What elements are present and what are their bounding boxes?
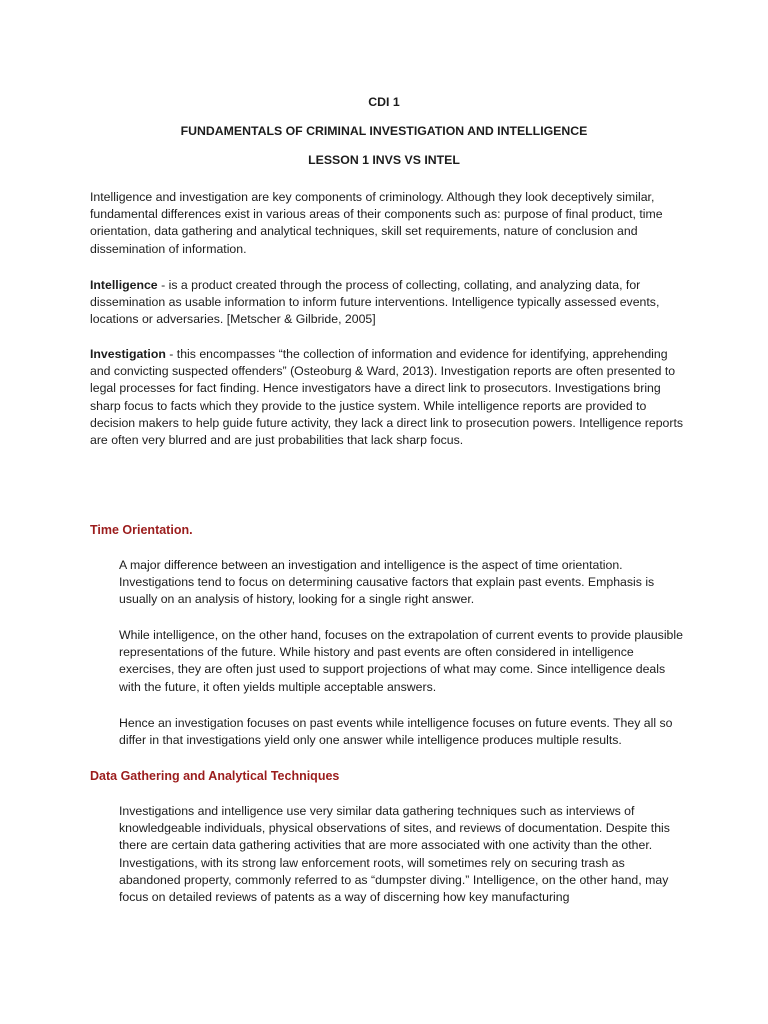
intelligence-term: Intelligence: [90, 278, 158, 292]
investigation-term: Investigation: [90, 347, 166, 361]
investigation-text: - this encompasses “the collection of information and evidence for identifying, apprehending and convicting suspected offenders” (Osteoburg & Ward, 2013). Investigation reports are often presented to legal processes for fact finding. Hence investigators have a direct link to prosecutors. Investigations bring sharp focus to facts which they provide to the justice system. While intelligence reports are provided to decision makers to help guide future activity, they lack a direct link to prosecution powers. Intelligence reports are often very blurred and are just probabilities that lack sharp focus.: [90, 347, 684, 448]
time-paragraph-3: Hence an investigation focuses on past events while intelligence focuses on future events. They all so differ in that investigations yield only one answer while intelligence produces multiple results.: [119, 716, 673, 748]
data-gathering-paragraph: Investigations and intelligence use very similar data gathering techniques such as interviews of knowledgeable individuals, physical observations of sites, and reviews of documentation. Despite this there are certain data gathering activities that are more associated with one activity than the other. Investigations, with its strong law enforcement roots, will sometimes rely on securing trash as abandoned property, commonly referred to as “dumpster diving.” Intelligence, on the other hand, may focus on detailed reviews of patents as a way of discerning how key manufacturing: [119, 804, 670, 905]
intro-paragraph: Intelligence and investigation are key components of criminology. Although they look deceptively similar, fundamental differences exist in various areas of their components such as: purpose of final product, time orientation, data gathering and analytical techniques, skill set requirements, nature of conclusion and dissemination of information.: [90, 190, 663, 256]
time-paragraph-2: While intelligence, on the other hand, focuses on the extrapolation of current events to provide plausible representations of the future. While history and past events are often considered in intelligence exercises, they are often just used to support projections of what may come. Since intelligence deals with the future, it often yields multiple acceptable answers.: [119, 628, 683, 694]
intelligence-text: - is a product created through the process of collecting, collating, and analyzing data, for dissemination as usable information to inform future interventions. Intelligence typically assessed events, locations or adversaries. [Metscher & Gilbride, 2005]: [90, 278, 660, 327]
data-gathering-heading: Data Gathering and Analytical Techniques: [90, 769, 340, 783]
intelligence-definition: [90, 277, 690, 329]
document-title: FUNDAMENTALS OF CRIMINAL INVESTIGATION AND INTELLIGENCE: [180, 124, 588, 138]
time-orientation-heading: Time Orientation.: [90, 523, 193, 537]
course-code: CDI 1: [368, 95, 400, 109]
time-paragraph-1: A major difference between an investigation and intelligence is the aspect of time orientation. Investigations tend to focus on determining causative factors that explain past events. Emphasis is usually on an analysis of history, looking for a single right answer.: [119, 558, 655, 607]
lesson-title: LESSON 1 INVS VS INTEL: [308, 153, 460, 167]
investigation-definition: [90, 346, 690, 449]
